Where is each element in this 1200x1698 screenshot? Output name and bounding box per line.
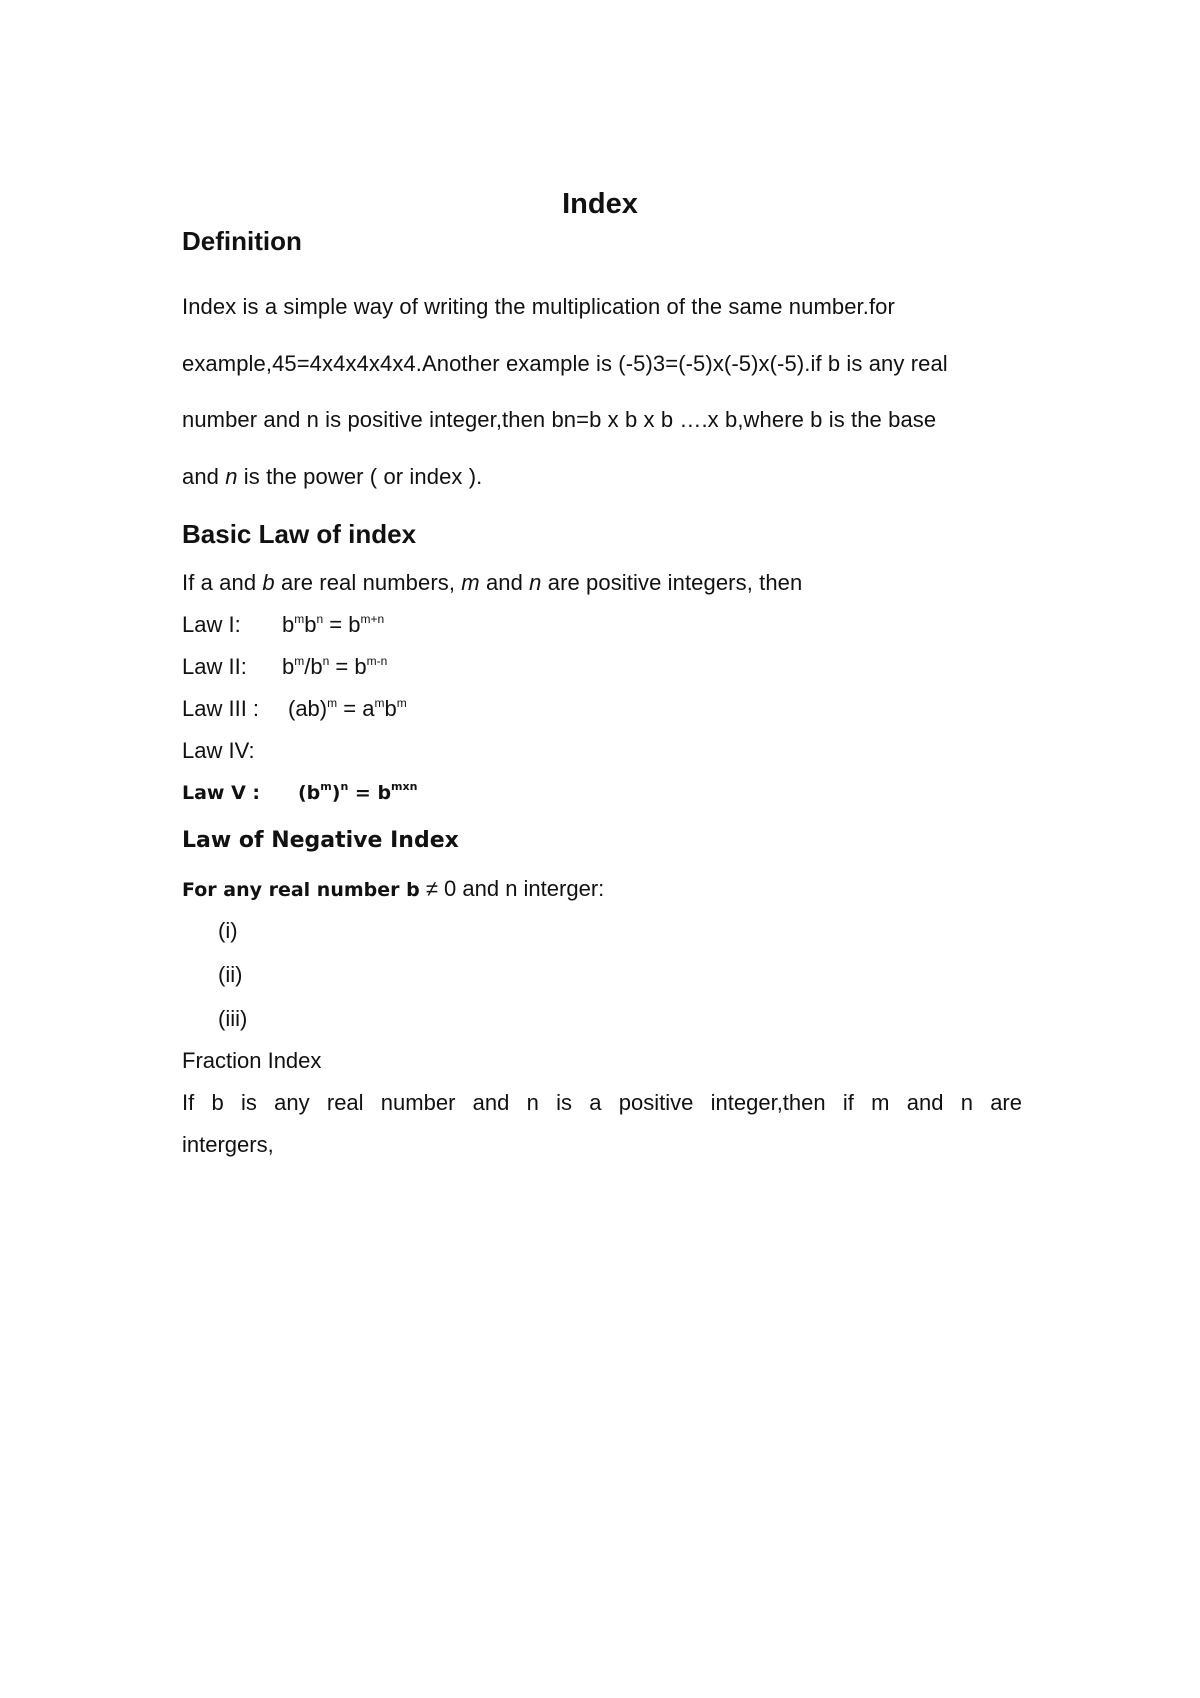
definition-line-2: example,45=4x4x4x4x4.Another example is (-5)3=(-5)x(-5)x(-5).if b is any real <box>182 351 948 376</box>
law-1 <box>182 612 384 638</box>
fraction-index-line-2: intergers, <box>182 1132 274 1157</box>
law-1-expression: $b^mb^n = b^{m+n}$ <box>282 612 385 637</box>
definition-line-3: number and n is positive integer,then bn=b x b x b ….x b,where b is the base <box>182 407 937 432</box>
basic-law-heading: Basic Law of index <box>182 519 417 549</box>
negative-index-item-1: (i) <box>218 918 238 943</box>
basic-law-intro: If a and b are real numbers, m and n are positive integers, then <box>182 570 803 595</box>
law-4-label: Law IV: <box>182 738 255 763</box>
law-3-label: Law III : <box>182 696 260 721</box>
law-1-label: Law I: <box>182 612 241 637</box>
law-4 <box>182 738 255 764</box>
page-title: Index <box>562 188 638 220</box>
law-2 <box>182 654 387 680</box>
negative-index-item-3: (iii) <box>218 1006 248 1031</box>
law-2-expression: $b^m/b^n = b^{m-n}$ <box>282 654 388 679</box>
negative-index-heading: Law of Negative Index <box>182 828 459 853</box>
negative-index-intro: For any real number b ≠ 0 and n interger: <box>182 876 605 901</box>
fraction-index-line-1: If b is any real number and n is a positive integer,then if m and n are <box>182 1090 1022 1115</box>
fraction-index-heading: Fraction Index <box>182 1048 322 1073</box>
negative-index-item-2: (ii) <box>218 962 243 987</box>
definition-heading: Definition <box>182 226 302 256</box>
law-2-label: Law II: <box>182 654 247 679</box>
law-3-expression: $(ab)^m = a^mb^m$ <box>288 696 407 721</box>
definition-line-4: and n is the power ( or index ). <box>182 464 483 489</box>
law-3 <box>182 696 407 722</box>
law-5-label: Law V : <box>182 782 261 804</box>
definition-line-1: Index is a simple way of writing the multiplication of the same number.for <box>182 294 895 319</box>
law-5-expression: $(b^m)^n = b^{mxn}$ <box>298 780 418 804</box>
law-5 <box>182 782 417 804</box>
